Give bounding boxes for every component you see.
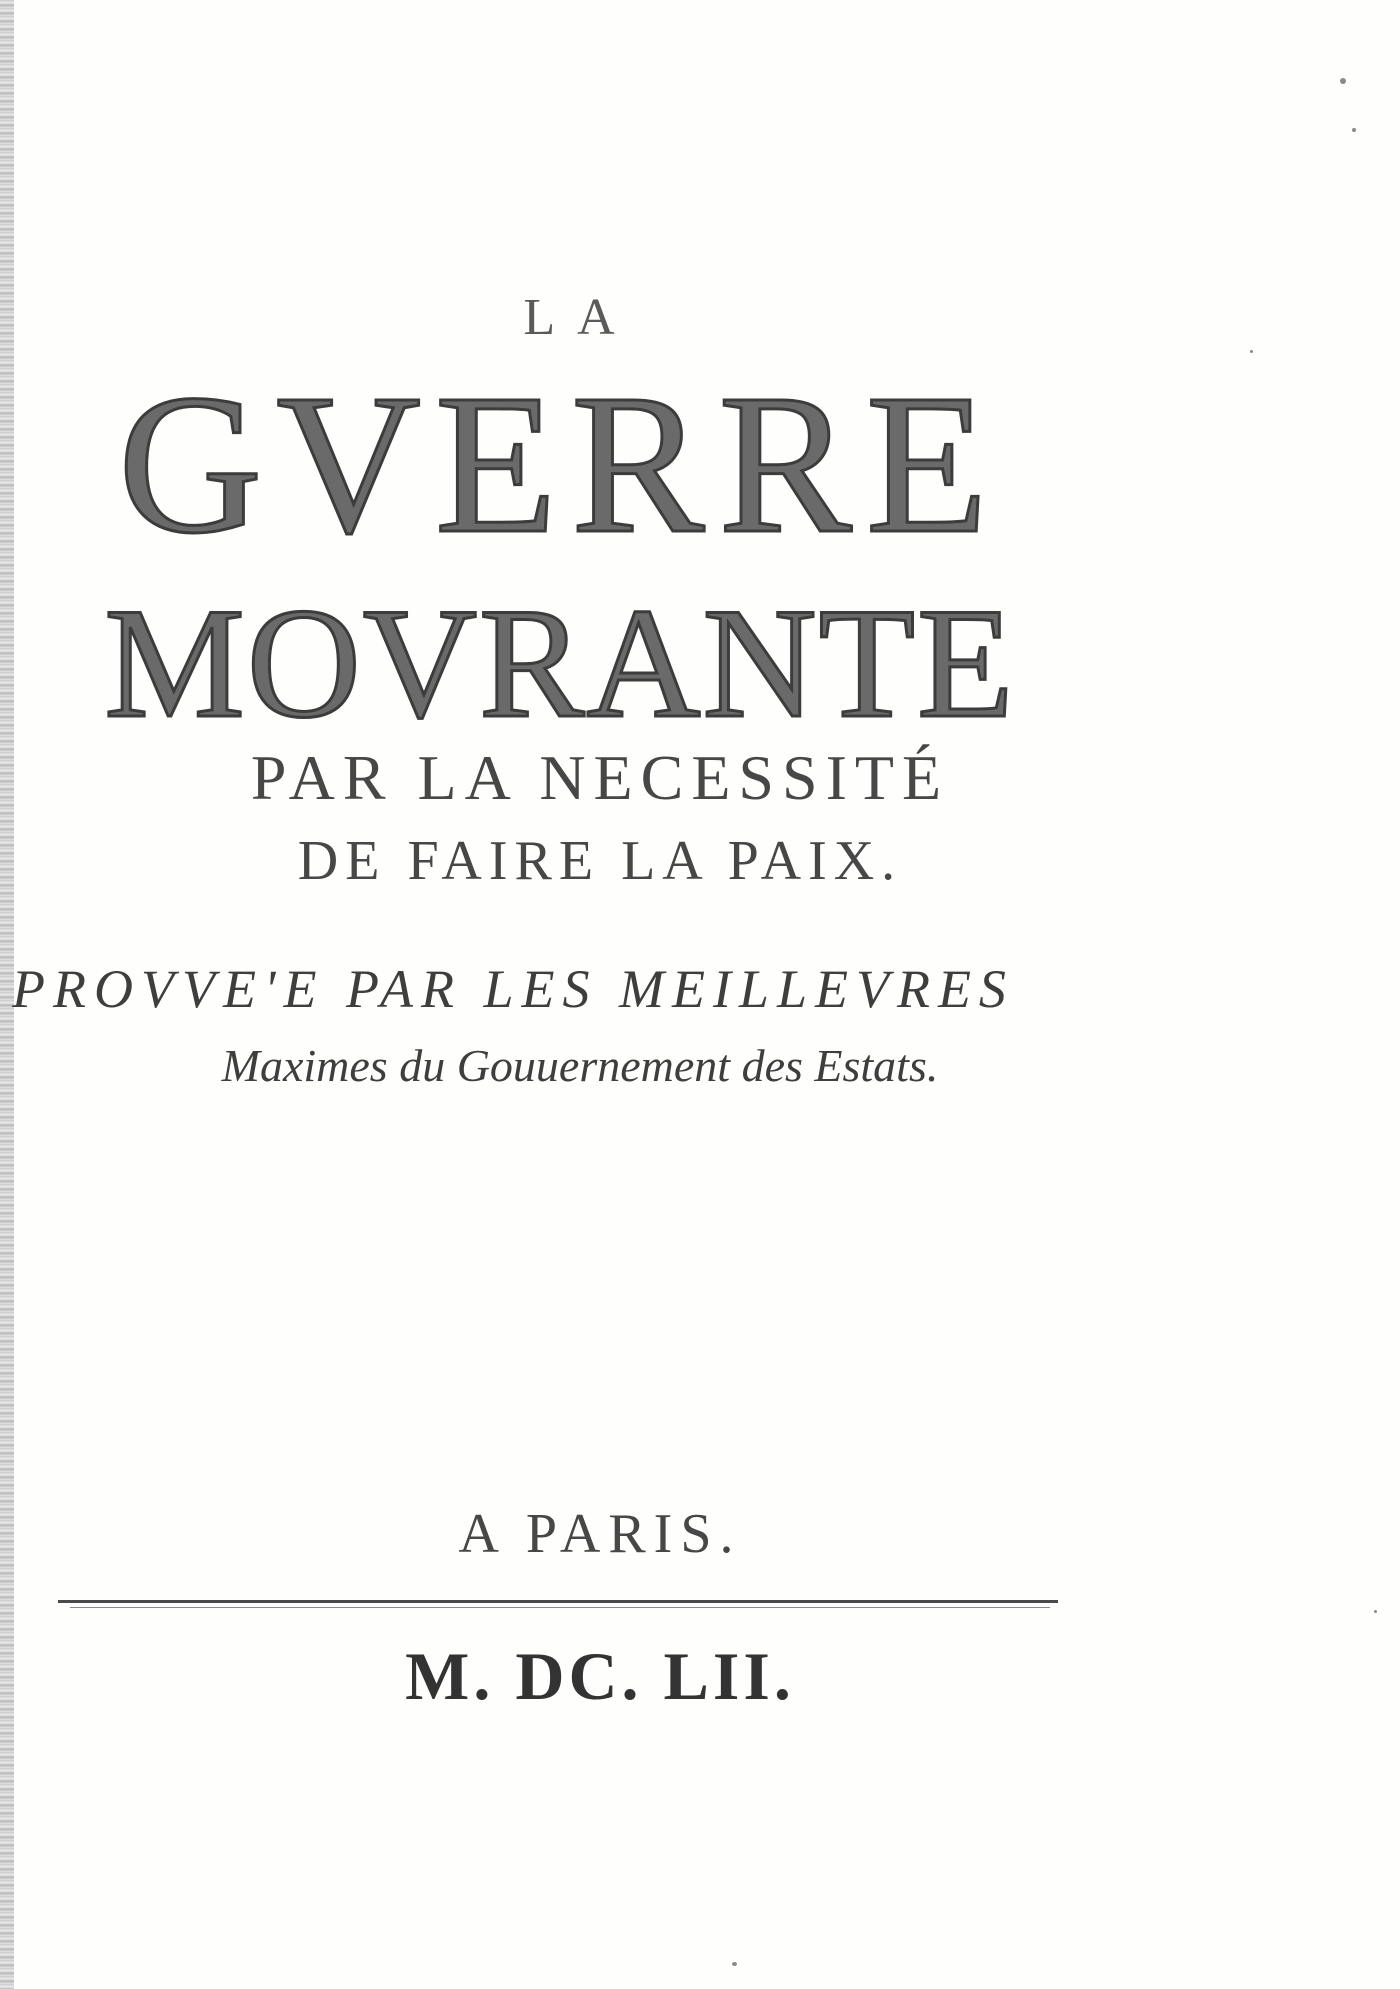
subtitle-line-2: DE FAIRE LA PAIX. [297,830,903,892]
imprint-rule [58,1600,1058,1603]
ink-speck [1374,1610,1377,1613]
title-article: LA [523,289,637,346]
title-line-mourante: MOVRANTE [104,576,1016,751]
imprint-place: A PARIS. [458,1503,742,1565]
title-line-guerre: GVERRE [118,354,1002,575]
imprint-year: M. DC. LII. [405,1638,795,1714]
proof-line: PROVVE'E PAR LES MEILLEVRES [12,959,1014,1019]
ink-speck [732,1962,737,1966]
maxims-line: Maximes du Gouuernement des Estats. [221,1040,939,1091]
ink-speck [1340,78,1346,84]
ink-speck [1352,128,1356,132]
imprint-rule-thin [70,1607,1050,1608]
subtitle-line-1: PAR LA NECESSITÉ [250,742,950,813]
ink-speck [1250,350,1253,353]
